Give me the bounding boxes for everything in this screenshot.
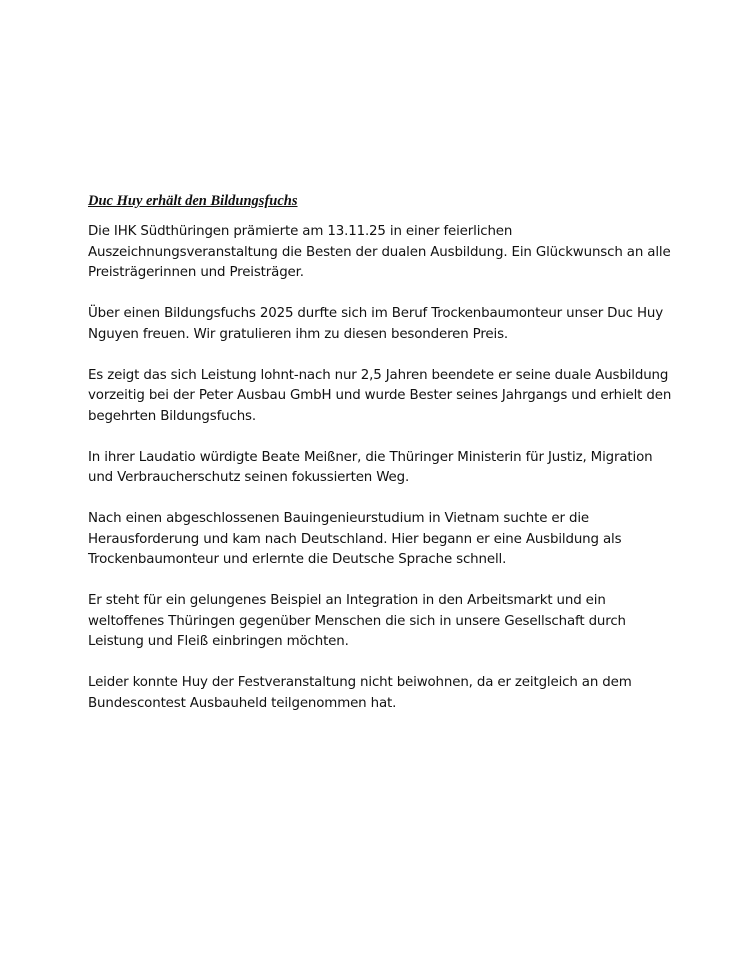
paragraph-award-ceremony: Die IHK Südthüringen prämierte am 13.11.25 in einer feierlichen Auszeichnungsveranstaltung die Besten der dualen Ausbildung. Ein Glückwunsch an alle Preisträgerinnen und Preisträger. [88,224,671,280]
paragraph-achievement: Es zeigt das sich Leistung lohnt-nach nur 2,5 Jahren beendete er seine duale Ausbildung vorzeitig bei der Peter Ausbau GmbH und wurde Bester seines Jahrgangs und erhielt den begehrten Bildungsfuchs. [88,367,672,424]
document-title: Duc Huy erhält den Bildungsfuchs [88,193,298,209]
paragraph-absence: Leider konnte Huy der Festveranstaltung nicht beiwohnen, da er zeitgleich an dem Bundescontest Ausbauheld teilgenommen hat. [88,675,632,711]
paragraph-integration: Er steht für ein gelungenes Beispiel an Integration in den Arbeitsmarkt und ein weltoffenes Thüringen gegenüber Menschen die sich in unsere Gesellschaft durch Leistung und Fleiß einbringen möchten. [88,593,626,649]
paragraph-laudatio: In ihrer Laudatio würdigte Beate Meißner, die Thüringer Ministerin für Justiz, Migration und Verbraucherschutz seinen fokussierten Weg. [88,449,653,485]
paragraph-background: Nach einen abgeschlossenen Bauingenieurstudium in Vietnam suchte er die Herausforderung und kam nach Deutschland. Hier begann er eine Ausbildung als Trockenbaumonteur und erlernte die Deutsche Sprache schnell. [88,511,622,567]
paragraph-congratulation: Über einen Bildungsfuchs 2025 durfte sich im Beruf Trockenbaumonteur unser Duc Huy Nguyen freuen. Wir gratulieren ihm zu diesen besonderen Preis. [88,306,664,342]
document-body [88,192,678,735]
